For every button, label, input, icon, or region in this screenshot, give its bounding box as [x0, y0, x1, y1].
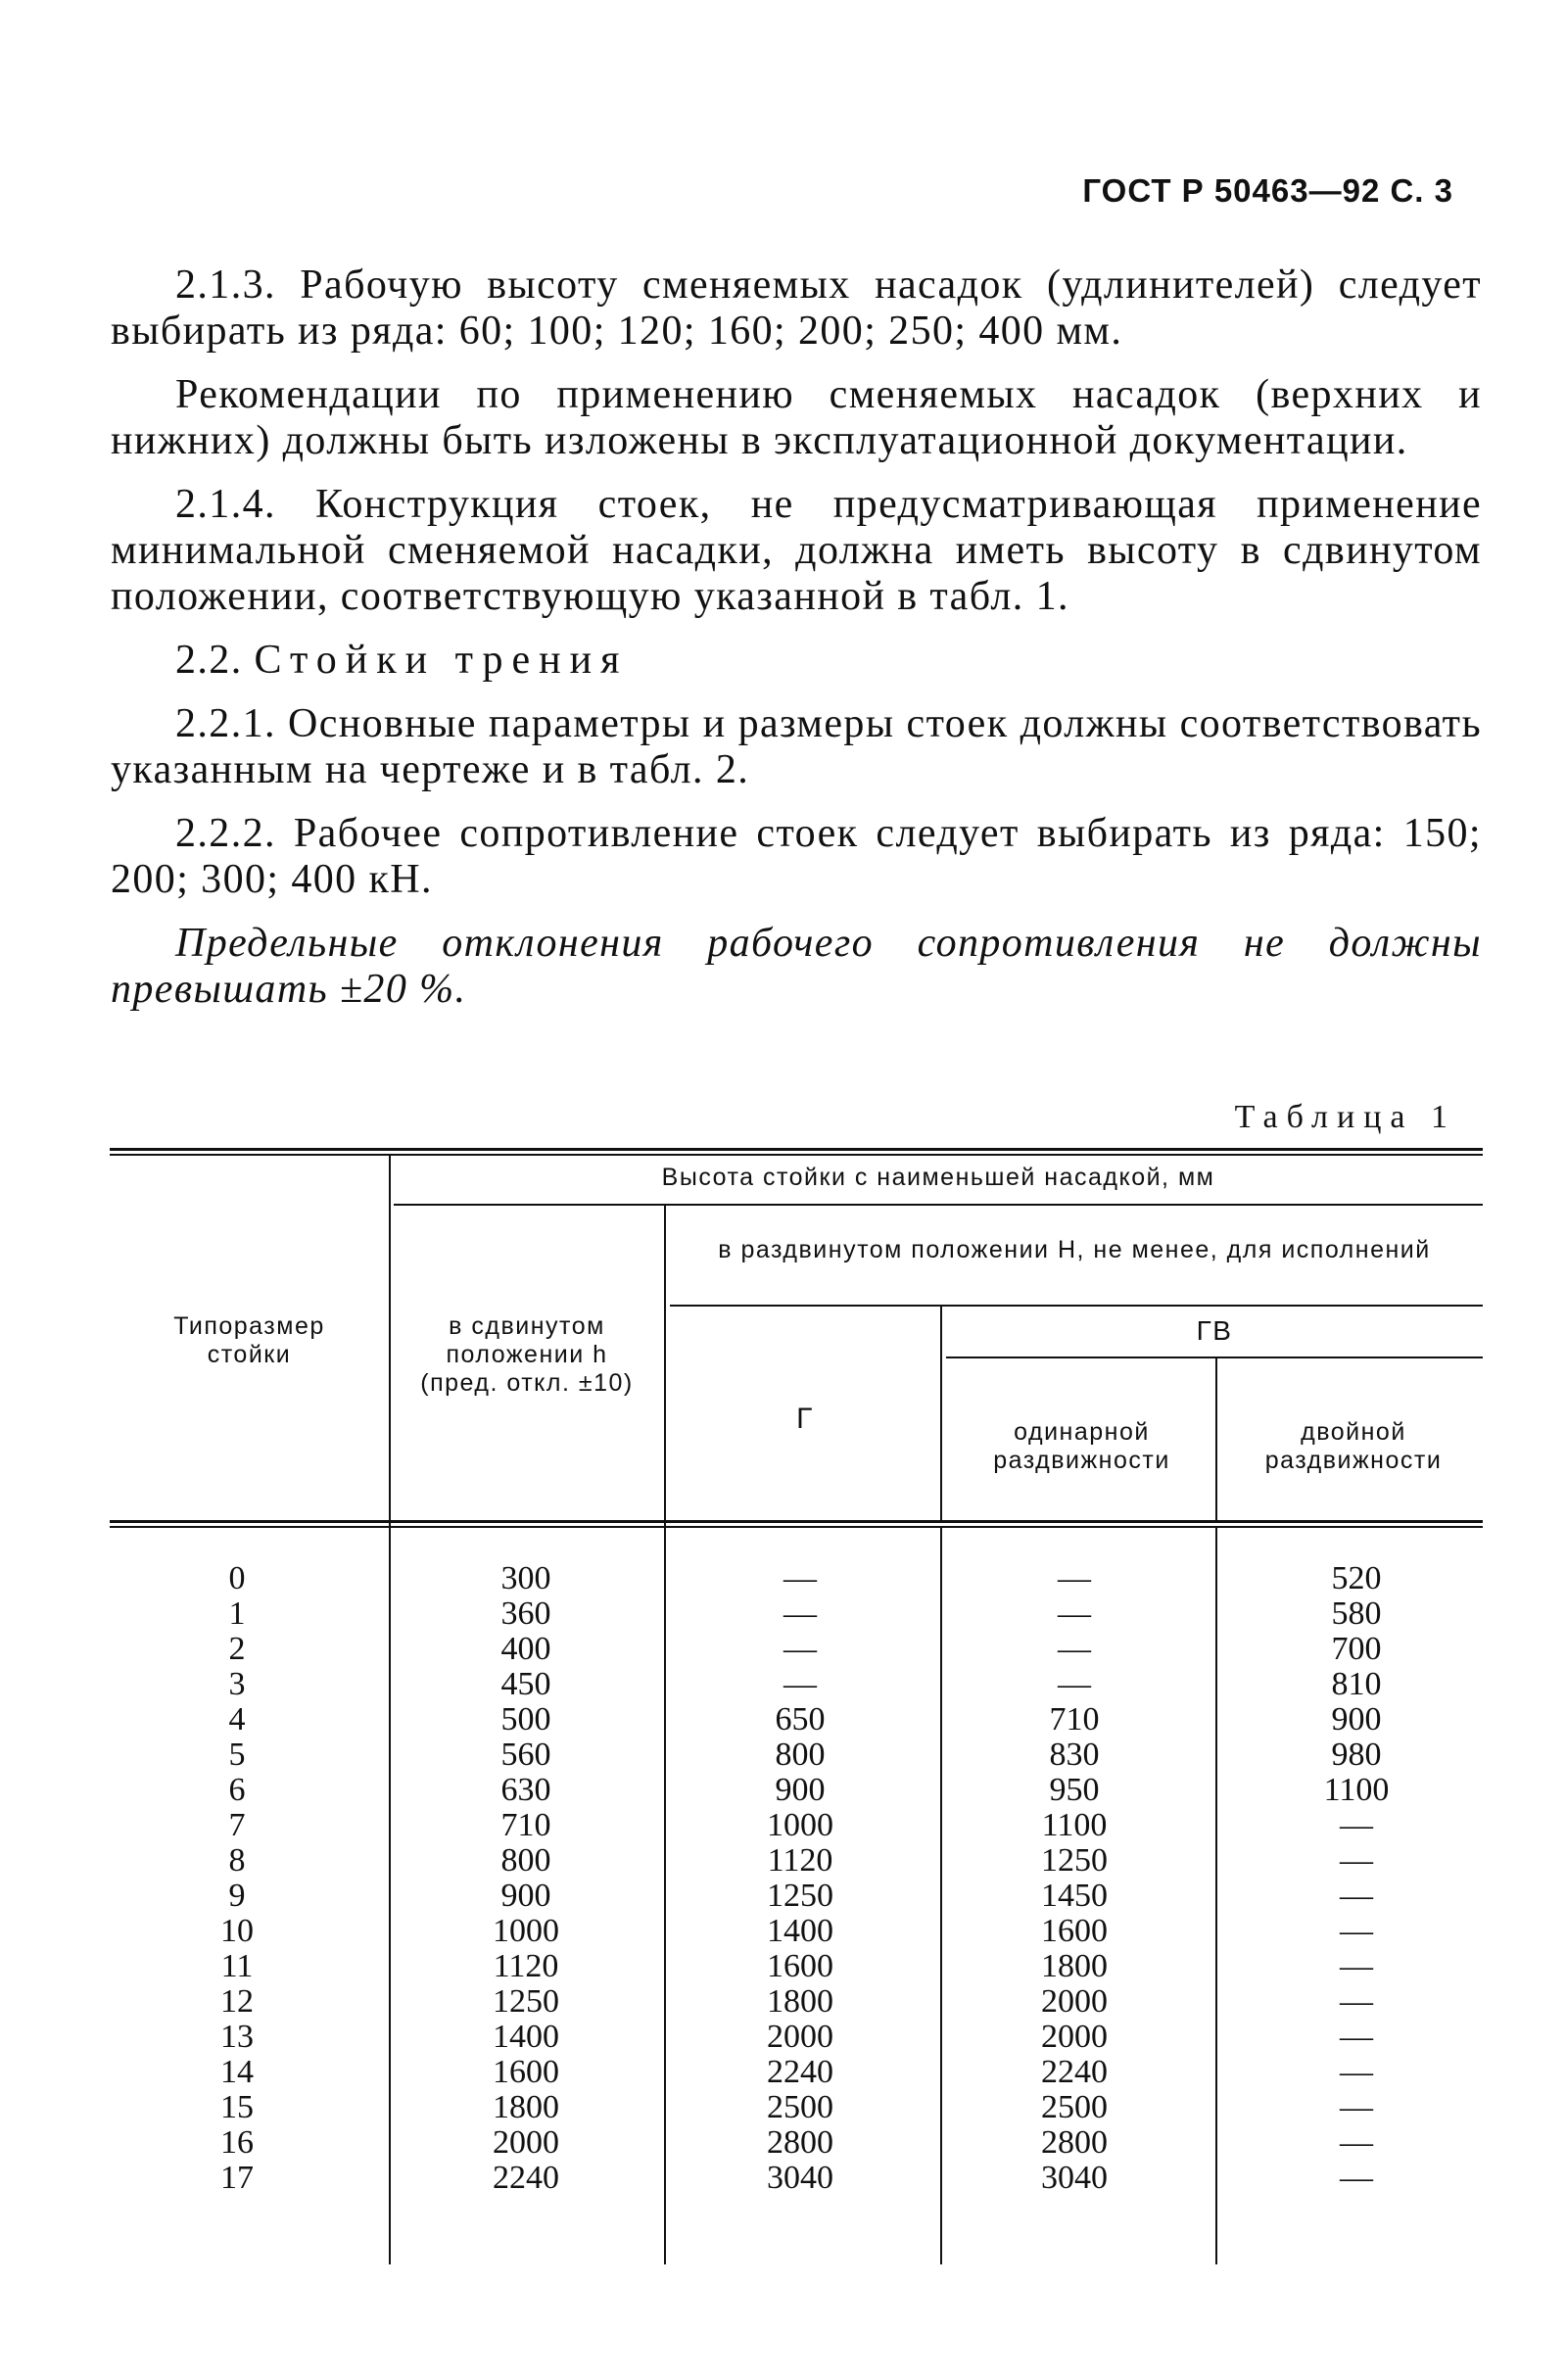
cell-double: — — [1340, 1948, 1373, 1984]
cell-retracted: 710 — [500, 1807, 551, 1843]
cell-double: — — [1340, 2160, 1373, 2196]
cell-g: 1250 — [767, 1878, 833, 1914]
header-double: двойной раздвижности — [1264, 1418, 1443, 1474]
cell-single: 1100 — [1041, 1807, 1108, 1843]
cell-single: 950 — [1049, 1772, 1100, 1808]
column-size — [168, 1561, 306, 2196]
cell-g: 2240 — [767, 2054, 833, 2090]
cell-retracted: 1600 — [493, 2054, 559, 2090]
cell-size: 13 — [220, 2019, 254, 2055]
column-double — [1283, 1561, 1430, 2196]
cell-single: 3040 — [1041, 2160, 1108, 2196]
cell-g: 3040 — [767, 2160, 833, 2196]
cell-g: 900 — [775, 1772, 826, 1808]
cell-single: — — [1058, 1560, 1091, 1596]
header-bottom-rule — [110, 1520, 1483, 1523]
cell-single: — — [1058, 1595, 1091, 1632]
table-caption: Таблица 1 — [1234, 1099, 1456, 1135]
cell-single: 2800 — [1041, 2124, 1108, 2161]
column-single — [1001, 1561, 1148, 2196]
paragraph-recommendations: Рекомендации по применению сменяемых насадок (верхних и нижних) должны быть изложены в эксплуатационной документации. — [111, 372, 1482, 463]
vline-4 — [1215, 1358, 1217, 1520]
vline-3 — [940, 1307, 942, 1520]
paragraph-2-2-1: 2.2.1. Основные параметры и размеры стоек должны соответствовать указанным на чертеже и в табл. 2. — [111, 701, 1482, 792]
cell-g: 1800 — [767, 1983, 833, 2020]
rule-height-group — [394, 1204, 1483, 1206]
cell-size: 15 — [220, 2089, 254, 2125]
cell-single: 1450 — [1041, 1878, 1108, 1914]
cell-double: — — [1340, 1983, 1373, 2020]
body-text — [111, 262, 1482, 1030]
cell-g: — — [783, 1595, 817, 1632]
cell-size: 14 — [220, 2054, 254, 2090]
cell-double: 700 — [1331, 1631, 1382, 1667]
cell-size: 11 — [220, 1948, 254, 1984]
cell-size: 6 — [228, 1772, 246, 1808]
cell-g: 2500 — [767, 2089, 833, 2125]
cell-retracted: 360 — [500, 1595, 551, 1632]
cell-g: 1400 — [767, 1913, 833, 1949]
cell-double: — — [1340, 2124, 1373, 2161]
cell-retracted: 400 — [500, 1631, 551, 1667]
cell-size: 1 — [228, 1595, 246, 1632]
cell-retracted: 500 — [500, 1701, 551, 1737]
section-2-2-number: 2.2. — [175, 638, 243, 683]
cell-size: 0 — [228, 1560, 246, 1596]
cell-size: 4 — [228, 1701, 246, 1737]
cell-double: 980 — [1331, 1737, 1382, 1773]
cell-retracted: 1800 — [493, 2089, 559, 2125]
header-gv: ГВ — [1196, 1315, 1233, 1346]
vline-4b — [1215, 1528, 1217, 2264]
paragraph-2-1-4: 2.1.4. Конструкция стоек, не предусматривающая применение минимальной сменяемой насадки, должна иметь высоту в сдвинутом положении, соответствующую указанной в табл. 1. — [111, 482, 1482, 619]
cell-retracted: 450 — [500, 1666, 551, 1702]
cell-double: 580 — [1331, 1595, 1382, 1632]
cell-retracted: 1000 — [493, 1913, 559, 1949]
cell-double: 1100 — [1323, 1772, 1390, 1808]
cell-single: 2240 — [1041, 2054, 1108, 2090]
cell-size: 7 — [228, 1807, 246, 1843]
cell-single: 1800 — [1041, 1948, 1108, 1984]
cell-single: 710 — [1049, 1701, 1100, 1737]
rule-extended-group — [670, 1305, 1483, 1307]
section-2-2-heading — [111, 638, 1482, 684]
paragraph-2-2-2: 2.2.2. Рабочее сопротивление стоек следует выбирать из ряда: 150; 200; 300; 400 кН. — [111, 811, 1482, 902]
cell-single: 2000 — [1041, 2019, 1108, 2055]
cell-single: 2000 — [1041, 1983, 1108, 2020]
rule-gv-group — [946, 1357, 1483, 1358]
table-top-rule-thin — [110, 1154, 1483, 1156]
cell-retracted: 800 — [500, 1842, 551, 1879]
header-height-group: Высота стойки с наименьшей насадкой, мм — [661, 1164, 1215, 1191]
cell-single: 1600 — [1041, 1913, 1108, 1949]
cell-single: — — [1058, 1666, 1091, 1702]
cell-retracted: 2240 — [493, 2160, 559, 2196]
cell-size: 9 — [228, 1878, 246, 1914]
header-size: Типоразмер стойки — [173, 1312, 325, 1368]
cell-g: — — [783, 1560, 817, 1596]
paragraph-limits: Предельные отклонения рабочего сопротивления не должны превышать ±20 %. — [111, 921, 1482, 1012]
table-top-rule — [110, 1148, 1483, 1151]
cell-size: 10 — [220, 1913, 254, 1949]
cell-retracted: 560 — [500, 1737, 551, 1773]
cell-size: 16 — [220, 2124, 254, 2161]
cell-size: 3 — [228, 1666, 246, 1702]
section-2-2-title: Стойки трения — [254, 638, 629, 683]
cell-retracted: 630 — [500, 1772, 551, 1808]
table-1 — [110, 1148, 1483, 2264]
cell-double: — — [1340, 2089, 1373, 2125]
cell-double: — — [1340, 1878, 1373, 1914]
cell-retracted: 1400 — [493, 2019, 559, 2055]
cell-g: 800 — [775, 1737, 826, 1773]
cell-double: — — [1340, 1842, 1373, 1879]
cell-double: — — [1340, 1807, 1373, 1843]
cell-double: 810 — [1331, 1666, 1382, 1702]
column-g — [727, 1561, 874, 2196]
cell-single: — — [1058, 1631, 1091, 1667]
cell-retracted: 1250 — [493, 1983, 559, 2020]
cell-single: 830 — [1049, 1737, 1100, 1773]
vline-3b — [940, 1528, 942, 2264]
vline-2 — [664, 1206, 666, 2264]
running-head: ГОСТ Р 50463—92 С. 3 — [1082, 172, 1453, 209]
cell-g: — — [783, 1666, 817, 1702]
paragraph-2-1-3: 2.1.3. Рабочую высоту сменяемых насадок (удлинителей) следует выбирать из ряда: 60; 100; 120; 160; 200; 250; 400 мм. — [111, 262, 1482, 354]
cell-g: 650 — [775, 1701, 826, 1737]
cell-retracted: 1120 — [493, 1948, 559, 1984]
cell-single: 1250 — [1041, 1842, 1108, 1879]
cell-single: 2500 — [1041, 2089, 1108, 2125]
cell-size: 17 — [220, 2160, 254, 2196]
cell-size: 2 — [228, 1631, 246, 1667]
header-bottom-rule-thin — [110, 1526, 1483, 1528]
cell-retracted: 900 — [500, 1878, 551, 1914]
header-g: Г — [796, 1403, 814, 1435]
cell-double: — — [1340, 1913, 1373, 1949]
vline-1 — [389, 1156, 391, 2264]
column-retracted — [452, 1561, 599, 2196]
cell-g: 1120 — [767, 1842, 833, 1879]
cell-double: 520 — [1331, 1560, 1382, 1596]
header-extended-group: в раздвинутом положении H, не менее, для исполнений — [718, 1236, 1431, 1263]
header-single: одинарной раздвижности — [993, 1418, 1170, 1474]
cell-double: — — [1340, 2054, 1373, 2090]
header-retracted: в сдвинутом положении h (пред. откл. ±10) — [420, 1312, 634, 1397]
cell-double: 900 — [1331, 1701, 1382, 1737]
cell-retracted: 2000 — [493, 2124, 559, 2161]
cell-g: 2800 — [767, 2124, 833, 2161]
cell-retracted: 300 — [500, 1560, 551, 1596]
cell-g: 1600 — [767, 1948, 833, 1984]
cell-double: — — [1340, 2019, 1373, 2055]
cell-size: 5 — [228, 1737, 246, 1773]
cell-g: 1000 — [767, 1807, 833, 1843]
cell-g: 2000 — [767, 2019, 833, 2055]
cell-size: 8 — [228, 1842, 246, 1879]
cell-size: 12 — [220, 1983, 254, 2020]
cell-g: — — [783, 1631, 817, 1667]
